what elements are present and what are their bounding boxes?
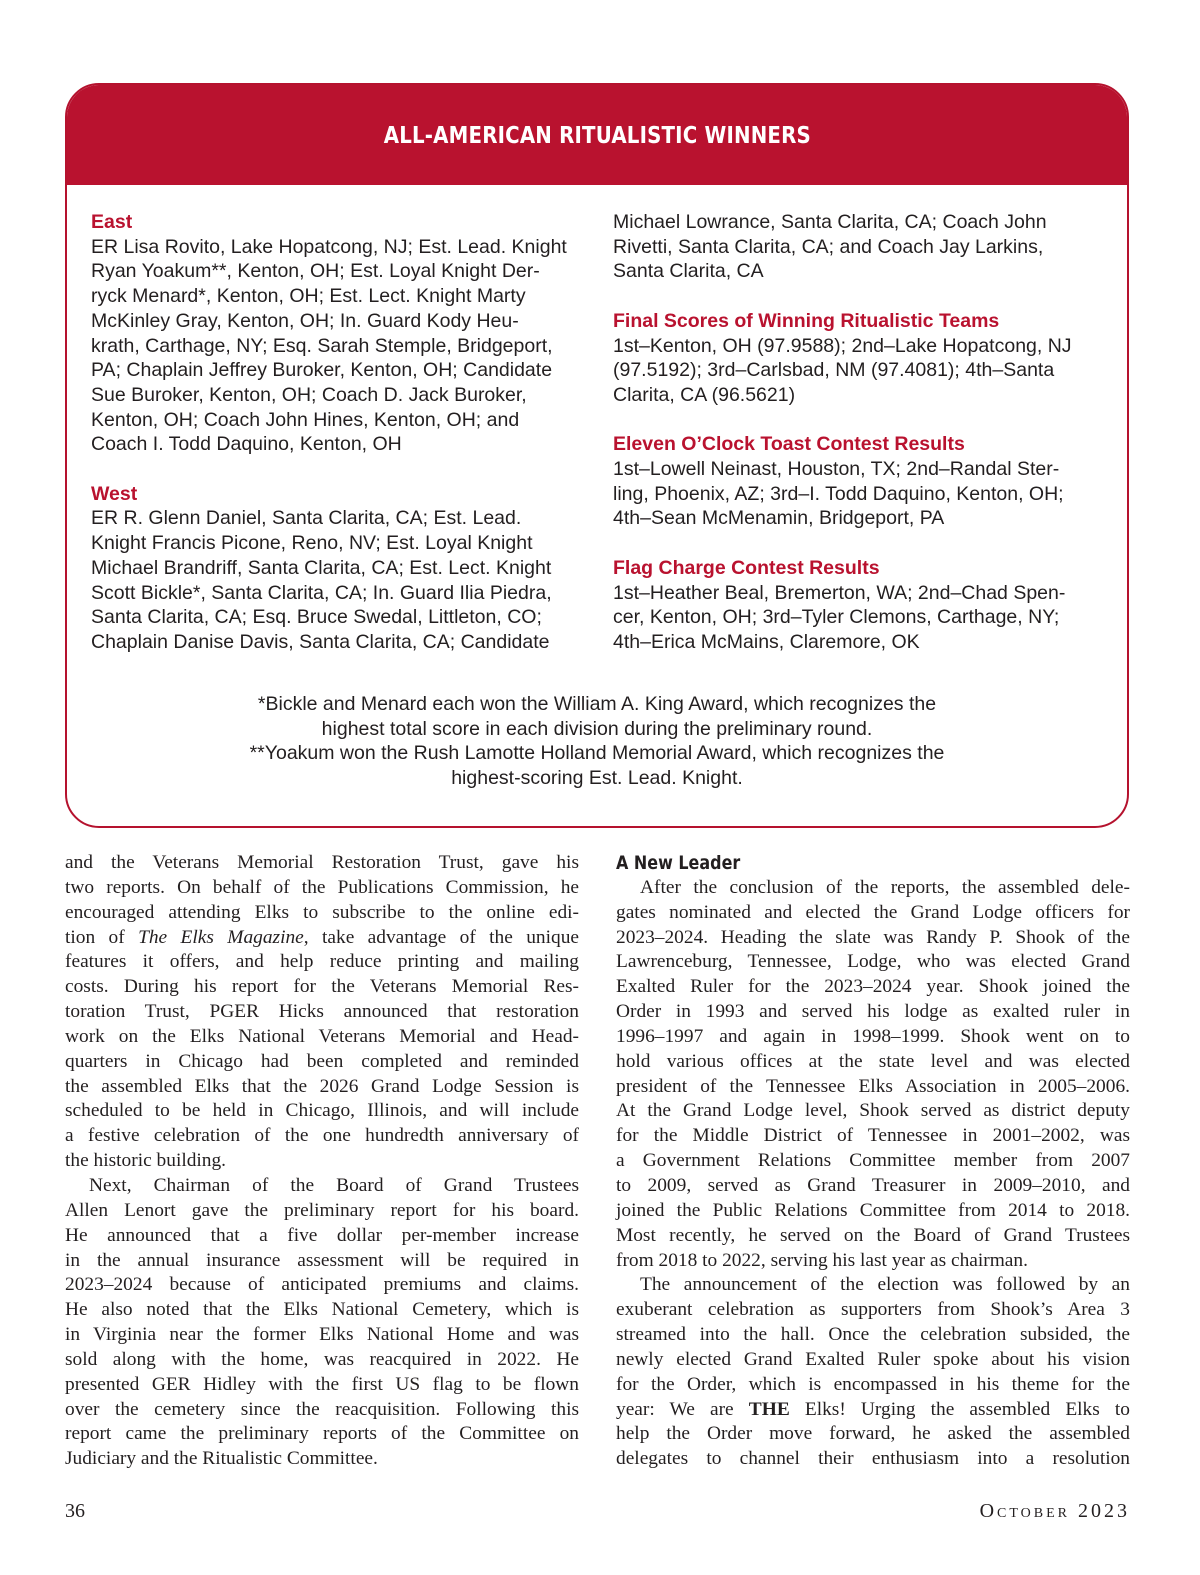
text-line: report came the preliminary reports of the Committee on: [65, 1423, 579, 1445]
text-line: hold various offices at the state level and was elected: [616, 1050, 1130, 1072]
text-line: Santa Clarita, CA: [613, 260, 764, 283]
footnote-line: **Yoakum won the Rush Lamotte Holland Memorial Award, which recognizes the: [249, 742, 945, 765]
west-winners: [91, 506, 581, 654]
text-line: quarters in Chicago had been completed and reminded: [65, 1050, 579, 1072]
text-line: At the Grand Lodge level, Shook served as district deputy: [616, 1100, 1130, 1122]
text-line: from 2018 to 2022, serving his last year as chairman.: [616, 1249, 1028, 1271]
article-right-column: [616, 851, 1130, 1472]
final-scores: [613, 334, 1103, 408]
text-line: cer, Kenton, OH; 3rd–Tyler Clemons, Carthage, NY;: [613, 606, 1060, 629]
article-body: [65, 851, 1130, 1472]
text-line: Chaplain Danise Davis, Santa Clarita, CA; Candidate: [91, 630, 550, 653]
text-line: ER Lisa Rovito, Lake Hopatcong, NJ; Est. Lead. Knight: [91, 235, 567, 258]
text-line: Next, Chairman of the Board of Grand Trustees: [89, 1174, 579, 1196]
text-line: the assembled Elks that the 2026 Grand Lodge Session is: [65, 1075, 579, 1097]
text-line: 4th–Sean McMenamin, Bridgeport, PA: [613, 507, 945, 530]
text-line: Most recently, he served on the Board of Grand Trustees: [616, 1224, 1130, 1246]
section-heading: A New Leader: [616, 852, 741, 874]
text-line: toration Trust, PGER Hicks announced that restoration: [65, 1001, 579, 1023]
magazine-title: The Elks Magazine: [138, 926, 304, 948]
text-line: After the conclusion of the reports, the assembled dele-: [640, 876, 1130, 898]
sidebar-right-column: [613, 210, 1103, 655]
text-line: Michael Brandriff, Santa Clarita, CA; Est. Lect. Knight: [91, 556, 552, 579]
text-line: Michael Lowrance, Santa Clarita, CA; Coach John: [613, 211, 1047, 233]
text-line: work on the Elks National Veterans Memorial and Head-: [65, 1025, 579, 1047]
text-line: PA; Chaplain Jeffrey Buroker, Kenton, OH; Candidate: [91, 359, 553, 382]
text-line: Knight Francis Picone, Reno, NV; Est. Loyal Knight: [91, 532, 533, 555]
text-line: streamed into the hall. Once the celebration subsided, the: [616, 1324, 1130, 1346]
text-line: Exalted Ruler for the 2023–2024 year. Shook joined the: [616, 976, 1130, 998]
flag-results: [613, 581, 1103, 655]
text-line: krath, Carthage, NY; Esq. Sarah Stemple, Bridgeport,: [91, 334, 553, 357]
text-line: delegates to channel their enthusiasm into a resolution: [616, 1448, 1130, 1470]
text-line: presented GER Hidley with the first US flag to be flown: [65, 1373, 579, 1395]
text-line: Judiciary and the Ritualistic Committee.: [65, 1448, 378, 1470]
text-line: joined the Public Relations Committee from 2014 to 2018.: [616, 1199, 1130, 1221]
sidebar-left-column: [91, 210, 581, 655]
text-line: tion of The Elks Magazine, take advantage of the unique: [65, 926, 580, 948]
text-line: 1st–Heather Beal, Bremerton, WA; 2nd–Chad Spen-: [613, 581, 1066, 604]
text-line: 4th–Erica McMains, Claremore, OK: [613, 630, 920, 653]
text-line: costs. During his report for the Veterans Memorial Res-: [65, 976, 579, 998]
footnote-line: highest-scoring Est. Lead. Knight.: [451, 767, 743, 790]
winners-sidebar: [65, 83, 1129, 828]
text-line: Coach I. Todd Daquino, Kenton, OH: [91, 433, 402, 456]
text-line: He also noted that the Elks National Cemetery, which is: [65, 1299, 579, 1321]
text-line: for the Order, which is encompassed in his theme for the: [616, 1373, 1130, 1395]
text-line: 1st–Lowell Neinast, Houston, TX; 2nd–Randal Ster-: [613, 458, 1060, 480]
text-line: exuberant celebration as supporters from Shook’s Area 3: [616, 1299, 1130, 1321]
text-line: Order in 1993 and served his lodge as exalted ruler in: [616, 1001, 1130, 1023]
theme-emphasis: THE: [748, 1398, 790, 1420]
text-line: in Virginia near the former Elks National Home and was: [65, 1324, 579, 1346]
west-heading: West: [91, 482, 138, 505]
text-line: 1st–Kenton, OH (97.9588); 2nd–Lake Hopatcong, NJ: [613, 334, 1072, 357]
west-winners-continued: [613, 210, 1103, 284]
text-line: (97.5192); 3rd–Carlsbad, NM (97.4081); 4th–Santa: [613, 359, 1055, 382]
text-line: year: We are THE Elks! Urging the assembled Elks to: [616, 1398, 1130, 1420]
text-line: sold along with the home, was reacquired in 2022. He: [65, 1348, 579, 1370]
final-scores-heading: Final Scores of Winning Ritualistic Teams: [613, 309, 1000, 332]
text-line: for the Middle District of Tennessee in 2001–2002, was: [616, 1125, 1130, 1147]
text-line: the historic building.: [65, 1150, 227, 1172]
text-line: 2023–2024. Heading the slate was Randy P. Shook of the: [616, 926, 1130, 948]
issue-date: October 2023: [979, 1500, 1130, 1522]
east-heading: East: [91, 211, 133, 233]
text-line: ER R. Glenn Daniel, Santa Clarita, CA; Est. Lead.: [91, 507, 522, 530]
text-line: The announcement of the election was followed by an: [640, 1274, 1130, 1296]
text-line: two reports. On behalf of the Publications Commission, he: [65, 876, 579, 898]
text-line: Kenton, OH; Coach John Hines, Kenton, OH; and: [91, 408, 520, 431]
text-line: scheduled to be held in Chicago, Illinois, and will include: [65, 1100, 579, 1122]
text-line: 2023–2024 because of anticipated premiums and claims.: [65, 1274, 579, 1296]
text-line: and the Veterans Memorial Restoration Trust, gave his: [65, 852, 579, 873]
sidebar-header: [67, 85, 1127, 185]
toast-heading: Eleven O’Clock Toast Contest Results: [613, 433, 965, 456]
text-line: newly elected Grand Exalted Ruler spoke about his vision: [616, 1348, 1130, 1370]
text-line: ryck Menard*, Kenton, OH; Est. Lect. Knight Marty: [91, 285, 526, 308]
text-line: ling, Phoenix, AZ; 3rd–I. Todd Daquino, Kenton, OH;: [613, 482, 1064, 505]
text-line: Clarita, CA (96.5621): [613, 383, 796, 406]
text-line: encouraged attending Elks to subscribe to the online edi-: [65, 901, 579, 923]
text-line: a festive celebration of the one hundredth anniversary of: [65, 1125, 579, 1147]
flag-heading: Flag Charge Contest Results: [613, 556, 880, 579]
text-line: Lawrenceburg, Tennessee, Lodge, who was elected Grand: [616, 951, 1130, 973]
text-line: Ryan Yoakum**, Kenton, OH; Est. Loyal Knight Der-: [91, 260, 540, 283]
text-line: 1996–1997 and again in 1998–1999. Shook went on to: [616, 1025, 1130, 1047]
text-line: to 2009, served as Grand Treasurer in 2009–2010, and: [616, 1174, 1130, 1196]
text-line: a Government Relations Committee member from 2007: [616, 1150, 1130, 1172]
text-line: Rivetti, Santa Clarita, CA; and Coach Jay Larkins,: [613, 235, 1044, 258]
text-line: over the cemetery since the reacquisition. Following this: [65, 1398, 579, 1420]
text-line: Scott Bickle*, Santa Clarita, CA; In. Guard Ilia Piedra,: [91, 581, 552, 604]
east-winners: [91, 235, 581, 457]
text-line: Sue Buroker, Kenton, OH; Coach D. Jack Buroker,: [91, 383, 527, 406]
text-line: Santa Clarita, CA; Esq. Bruce Swedal, Littleton, CO;: [91, 606, 542, 629]
text-line: president of the Tennessee Elks Association in 2005–2006.: [616, 1075, 1130, 1097]
sidebar-title: ALL-AMERICAN RITUALISTIC WINNERS: [383, 123, 811, 149]
text-line: Allen Lenort gave the preliminary report for his board.: [65, 1199, 579, 1221]
text-line: He announced that a five dollar per-member increase: [65, 1224, 579, 1246]
footnote-line: *Bickle and Menard each won the William A. King Award, which recognizes the: [257, 693, 937, 715]
article-left-column: [65, 851, 579, 1472]
sidebar-footnote: [67, 692, 1127, 791]
footnote-line: highest total score in each division during the preliminary round.: [321, 717, 873, 740]
text-line: in the annual insurance assessment will be required in: [65, 1249, 579, 1271]
text-line: features it offers, and help reduce printing and mailing: [65, 951, 579, 973]
toast-results: [613, 457, 1103, 531]
text-line: gates nominated and elected the Grand Lodge officers for: [616, 901, 1130, 923]
text-line: McKinley Gray, Kenton, OH; In. Guard Kody Heu-: [91, 309, 519, 332]
page-number: 36: [65, 1500, 85, 1522]
text-line: help the Order move forward, he asked the assembled: [616, 1423, 1130, 1445]
